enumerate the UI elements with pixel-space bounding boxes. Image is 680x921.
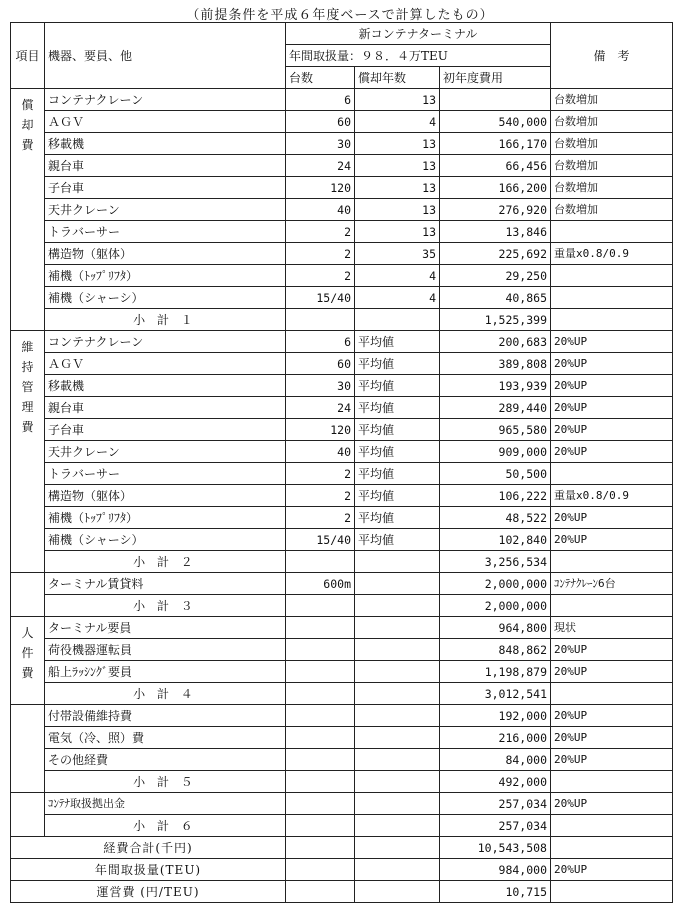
subtotal-2-row <box>11 551 673 573</box>
row-units: 40 <box>286 199 355 221</box>
row-name: 電気（冷、照）費 <box>45 727 286 749</box>
header-volume: 年間取扱量：９８．４万TEU <box>286 45 551 67</box>
row-years: 4 <box>355 287 440 309</box>
table-row <box>11 441 673 463</box>
row-note: 20%UP <box>551 353 673 375</box>
empty-cell <box>355 683 440 705</box>
group-char: 維 <box>21 340 34 354</box>
row-years: 13 <box>355 155 440 177</box>
table-row <box>11 485 673 507</box>
row-cost: 166,200 <box>440 177 551 199</box>
row-years: 13 <box>355 221 440 243</box>
row-name: 構造物（躯体） <box>45 485 286 507</box>
row-name: 子台車 <box>45 177 286 199</box>
row-note: 台数増加 <box>551 111 673 133</box>
empty-cell <box>551 683 673 705</box>
row-cost: 84,000 <box>440 749 551 771</box>
table-row <box>11 177 673 199</box>
row-name: 天井クレーン <box>45 199 286 221</box>
row-cost: 50,500 <box>440 463 551 485</box>
table-row <box>11 199 673 221</box>
row-name: コンテナクレーン <box>45 331 286 353</box>
subtotal-6-row <box>11 815 673 837</box>
table-row <box>11 727 673 749</box>
row-name: ターミナル要員 <box>45 617 286 639</box>
row-units: 60 <box>286 111 355 133</box>
empty-cell <box>355 793 440 815</box>
total-expenses-row <box>11 837 673 859</box>
row-units: 24 <box>286 397 355 419</box>
row-cost: 276,920 <box>440 199 551 221</box>
cost-table <box>10 22 673 903</box>
row-years: 平均値 <box>355 529 440 551</box>
row-note: 20%UP <box>551 639 673 661</box>
empty-cell <box>355 639 440 661</box>
row-note: 重量x0.8/0.9 <box>551 485 673 507</box>
annual-volume-value: 984,000 <box>440 859 551 881</box>
table-row <box>11 89 673 111</box>
empty-cell <box>286 815 355 837</box>
row-note: 20%UP <box>551 441 673 463</box>
table-row <box>11 375 673 397</box>
annual-volume-note: 20%UP <box>551 859 673 881</box>
total-expenses-note <box>551 837 673 859</box>
row-cost <box>440 89 551 111</box>
row-name: ＡＧＶ <box>45 353 286 375</box>
row-cost: 66,456 <box>440 155 551 177</box>
empty-cell <box>355 881 440 903</box>
contribution-name: ｺﾝﾃﾅ取扱拠出金 <box>45 793 286 815</box>
group-char: 費 <box>21 666 34 680</box>
header-item: 項目 <box>11 23 45 89</box>
row-note: 台数増加 <box>551 199 673 221</box>
row-units: 2 <box>286 221 355 243</box>
subtotal-3-row <box>11 595 673 617</box>
header-remarks: 備 考 <box>551 23 673 89</box>
row-name: 移載機 <box>45 133 286 155</box>
row-note: 20%UP <box>551 375 673 397</box>
table-row <box>11 617 673 639</box>
empty-cell <box>355 749 440 771</box>
total-expenses-cost: 10,543,508 <box>440 837 551 859</box>
group-char: 件 <box>21 646 34 660</box>
row-note: 20%UP <box>551 397 673 419</box>
row-units: 30 <box>286 375 355 397</box>
row-name: 親台車 <box>45 155 286 177</box>
empty-cell <box>286 683 355 705</box>
empty-cell <box>551 595 673 617</box>
row-units: 2 <box>286 243 355 265</box>
row-cost: 848,862 <box>440 639 551 661</box>
empty-cell <box>286 749 355 771</box>
subtotal-6-cost: 257,034 <box>440 815 551 837</box>
row-name: 親台車 <box>45 397 286 419</box>
subtotal-5-row <box>11 771 673 793</box>
row-units: 6 <box>286 331 355 353</box>
row-cost: 225,692 <box>440 243 551 265</box>
row-years: 平均値 <box>355 463 440 485</box>
subtotal-1-row <box>11 309 673 331</box>
empty-cell <box>355 815 440 837</box>
contribution-note: 20%UP <box>551 793 673 815</box>
row-cost: 289,440 <box>440 397 551 419</box>
row-note: 重量x0.8/0.9 <box>551 243 673 265</box>
row-note: 20%UP <box>551 661 673 683</box>
empty-cell <box>286 595 355 617</box>
row-name: 子台車 <box>45 419 286 441</box>
table-row <box>11 331 673 353</box>
subtotal-2-label: 小 計 ２ <box>45 551 286 573</box>
empty-cell <box>551 771 673 793</box>
row-cost: 29,250 <box>440 265 551 287</box>
table-row <box>11 111 673 133</box>
group-char: 管 <box>21 380 34 394</box>
row-units: 6 <box>286 89 355 111</box>
header-equipment: 機器、要員、他 <box>45 23 286 89</box>
row-years: 13 <box>355 89 440 111</box>
table-row <box>11 287 673 309</box>
row-cost: 965,580 <box>440 419 551 441</box>
row-cost: 389,808 <box>440 353 551 375</box>
row-note <box>551 287 673 309</box>
header-units: 台数 <box>286 67 355 89</box>
row-note: 20%UP <box>551 419 673 441</box>
table-row <box>11 243 673 265</box>
row-note: 20%UP <box>551 529 673 551</box>
row-units: 120 <box>286 419 355 441</box>
empty-group-cell <box>11 573 45 617</box>
row-years: 平均値 <box>355 397 440 419</box>
row-years: 平均値 <box>355 441 440 463</box>
row-years: 4 <box>355 265 440 287</box>
group-char: 持 <box>21 360 34 374</box>
table-row <box>11 419 673 441</box>
contribution-cost: 257,034 <box>440 793 551 815</box>
empty-cell <box>286 661 355 683</box>
total-expenses-label: 経費合計(千円) <box>11 837 286 859</box>
group-label-maintenance <box>11 331 45 573</box>
group-label-personnel <box>11 617 45 705</box>
table-row <box>11 155 673 177</box>
row-cost: 200,683 <box>440 331 551 353</box>
subtotal-5-label: 小 計 ５ <box>45 771 286 793</box>
row-cost: 1,198,879 <box>440 661 551 683</box>
row-name: 荷役機器運転員 <box>45 639 286 661</box>
row-units: 15/40 <box>286 287 355 309</box>
subtotal-5-cost: 492,000 <box>440 771 551 793</box>
row-note <box>551 463 673 485</box>
empty-cell <box>551 815 673 837</box>
operating-cost-value: 10,715 <box>440 881 551 903</box>
empty-cell <box>286 771 355 793</box>
row-cost: 13,846 <box>440 221 551 243</box>
row-units: 2 <box>286 485 355 507</box>
row-units: 15/40 <box>286 529 355 551</box>
table-row <box>11 133 673 155</box>
row-note: 台数増加 <box>551 133 673 155</box>
table-row <box>11 639 673 661</box>
row-cost: 216,000 <box>440 727 551 749</box>
group-char: 費 <box>21 420 34 434</box>
table-row <box>11 265 673 287</box>
row-name: 補機（シャーシ） <box>45 529 286 551</box>
row-cost: 909,000 <box>440 441 551 463</box>
row-years: 平均値 <box>355 375 440 397</box>
row-name: 天井クレーン <box>45 441 286 463</box>
row-cost: 193,939 <box>440 375 551 397</box>
empty-cell <box>286 793 355 815</box>
row-units: 2 <box>286 463 355 485</box>
row-cost: 102,840 <box>440 529 551 551</box>
row-cost: 40,865 <box>440 287 551 309</box>
empty-cell <box>355 617 440 639</box>
table-row <box>11 705 673 727</box>
rent-row <box>11 573 673 595</box>
row-name: 付帯設備維持費 <box>45 705 286 727</box>
subtotal-4-row <box>11 683 673 705</box>
row-cost: 48,522 <box>440 507 551 529</box>
group-label-depreciation <box>11 89 45 331</box>
row-name: コンテナクレーン <box>45 89 286 111</box>
annual-volume-label: 年間取扱量(TEU) <box>11 859 286 881</box>
row-years: 平均値 <box>355 353 440 375</box>
empty-cell <box>355 771 440 793</box>
subtotal-6-label: 小 計 ６ <box>45 815 286 837</box>
row-cost: 192,000 <box>440 705 551 727</box>
row-note: 台数増加 <box>551 177 673 199</box>
row-years: 平均値 <box>355 419 440 441</box>
table-row <box>11 397 673 419</box>
group-char: 理 <box>21 400 34 414</box>
operating-cost-row <box>11 881 673 903</box>
row-units: 60 <box>286 353 355 375</box>
row-note: 20%UP <box>551 507 673 529</box>
row-name: トラバーサー <box>45 221 286 243</box>
row-note: 台数増加 <box>551 89 673 111</box>
row-note: 現状 <box>551 617 673 639</box>
group-char: 償 <box>21 98 34 112</box>
group-char: 人 <box>21 626 34 640</box>
empty-cell <box>355 309 440 331</box>
subtotal-4-cost: 3,012,541 <box>440 683 551 705</box>
row-note <box>551 221 673 243</box>
row-name: 構造物（躯体） <box>45 243 286 265</box>
row-units: 30 <box>286 133 355 155</box>
row-years: 平均値 <box>355 507 440 529</box>
maintenance-section <box>11 331 673 573</box>
row-units: 120 <box>286 177 355 199</box>
row-units: 2 <box>286 265 355 287</box>
row-name: トラバーサー <box>45 463 286 485</box>
row-note: 20%UP <box>551 705 673 727</box>
subtotal-3-label: 小 計 ３ <box>45 595 286 617</box>
group-char: 却 <box>21 118 34 132</box>
subtotal-4-label: 小 計 ４ <box>45 683 286 705</box>
empty-cell <box>355 727 440 749</box>
row-cost: 964,800 <box>440 617 551 639</box>
table-row <box>11 529 673 551</box>
empty-cell <box>551 551 673 573</box>
table-row <box>11 221 673 243</box>
row-name: 補機（ﾄｯﾌﾟﾘﾌﾀ） <box>45 265 286 287</box>
empty-cell <box>286 309 355 331</box>
row-years: 平均値 <box>355 485 440 507</box>
row-name: 補機（ﾄｯﾌﾟﾘﾌﾀ） <box>45 507 286 529</box>
row-years: 13 <box>355 199 440 221</box>
row-cost: 106,222 <box>440 485 551 507</box>
row-name: 船上ﾗｯｼﾝｸﾞ要員 <box>45 661 286 683</box>
operating-cost-label: 運営費 (円/TEU) <box>11 881 286 903</box>
empty-cell <box>286 727 355 749</box>
rent-name: ターミナル賃貸料 <box>45 573 286 595</box>
row-cost: 540,000 <box>440 111 551 133</box>
subtotal-2-cost: 3,256,534 <box>440 551 551 573</box>
personnel-section <box>11 617 673 705</box>
other-expenses-section <box>11 705 673 793</box>
depreciation-section <box>11 89 673 331</box>
row-name: その他経費 <box>45 749 286 771</box>
header-row-terminal <box>11 23 673 45</box>
subtotal-1-label: 小 計 １ <box>45 309 286 331</box>
empty-cell <box>355 837 440 859</box>
table-row <box>11 463 673 485</box>
subtotal-3-cost: 2,000,000 <box>440 595 551 617</box>
subtotal-1-cost: 1,525,399 <box>440 309 551 331</box>
row-note: 20%UP <box>551 727 673 749</box>
table-row <box>11 749 673 771</box>
empty-cell <box>286 551 355 573</box>
empty-cell <box>355 551 440 573</box>
row-units: 40 <box>286 441 355 463</box>
row-name: ＡＧＶ <box>45 111 286 133</box>
row-years: 35 <box>355 243 440 265</box>
row-units: 2 <box>286 507 355 529</box>
rent-note: ｺﾝﾃﾅｸﾚｰﾝ6台 <box>551 573 673 595</box>
empty-group-cell <box>11 705 45 793</box>
row-note: 台数増加 <box>551 155 673 177</box>
row-units: 24 <box>286 155 355 177</box>
empty-cell <box>355 573 440 595</box>
table-row <box>11 353 673 375</box>
empty-cell <box>551 309 673 331</box>
row-years: 13 <box>355 133 440 155</box>
empty-cell <box>286 837 355 859</box>
empty-cell <box>286 705 355 727</box>
empty-group-cell <box>11 793 45 837</box>
operating-cost-note <box>551 881 673 903</box>
empty-cell <box>286 639 355 661</box>
empty-cell <box>355 705 440 727</box>
header-cost: 初年度費用 <box>440 67 551 89</box>
header-terminal: 新コンテナターミナル <box>286 23 551 45</box>
group-char: 費 <box>21 138 34 152</box>
empty-cell <box>286 859 355 881</box>
annual-volume-row <box>11 859 673 881</box>
row-note: 20%UP <box>551 331 673 353</box>
table-row <box>11 507 673 529</box>
row-years: 平均値 <box>355 331 440 353</box>
empty-cell <box>355 661 440 683</box>
row-years: 4 <box>355 111 440 133</box>
empty-cell <box>355 595 440 617</box>
table-row <box>11 661 673 683</box>
row-note: 20%UP <box>551 749 673 771</box>
contribution-row <box>11 793 673 815</box>
empty-cell <box>286 617 355 639</box>
row-cost: 166,170 <box>440 133 551 155</box>
row-years: 13 <box>355 177 440 199</box>
row-note <box>551 265 673 287</box>
rent-units: 600m <box>286 573 355 595</box>
row-name: 補機（シャーシ） <box>45 287 286 309</box>
header-years: 償却年数 <box>355 67 440 89</box>
empty-cell <box>355 859 440 881</box>
row-name: 移載機 <box>45 375 286 397</box>
empty-cell <box>286 881 355 903</box>
rent-cost: 2,000,000 <box>440 573 551 595</box>
sheet-caption: （前提条件を平成６年度ベースで計算したもの） <box>186 8 494 23</box>
